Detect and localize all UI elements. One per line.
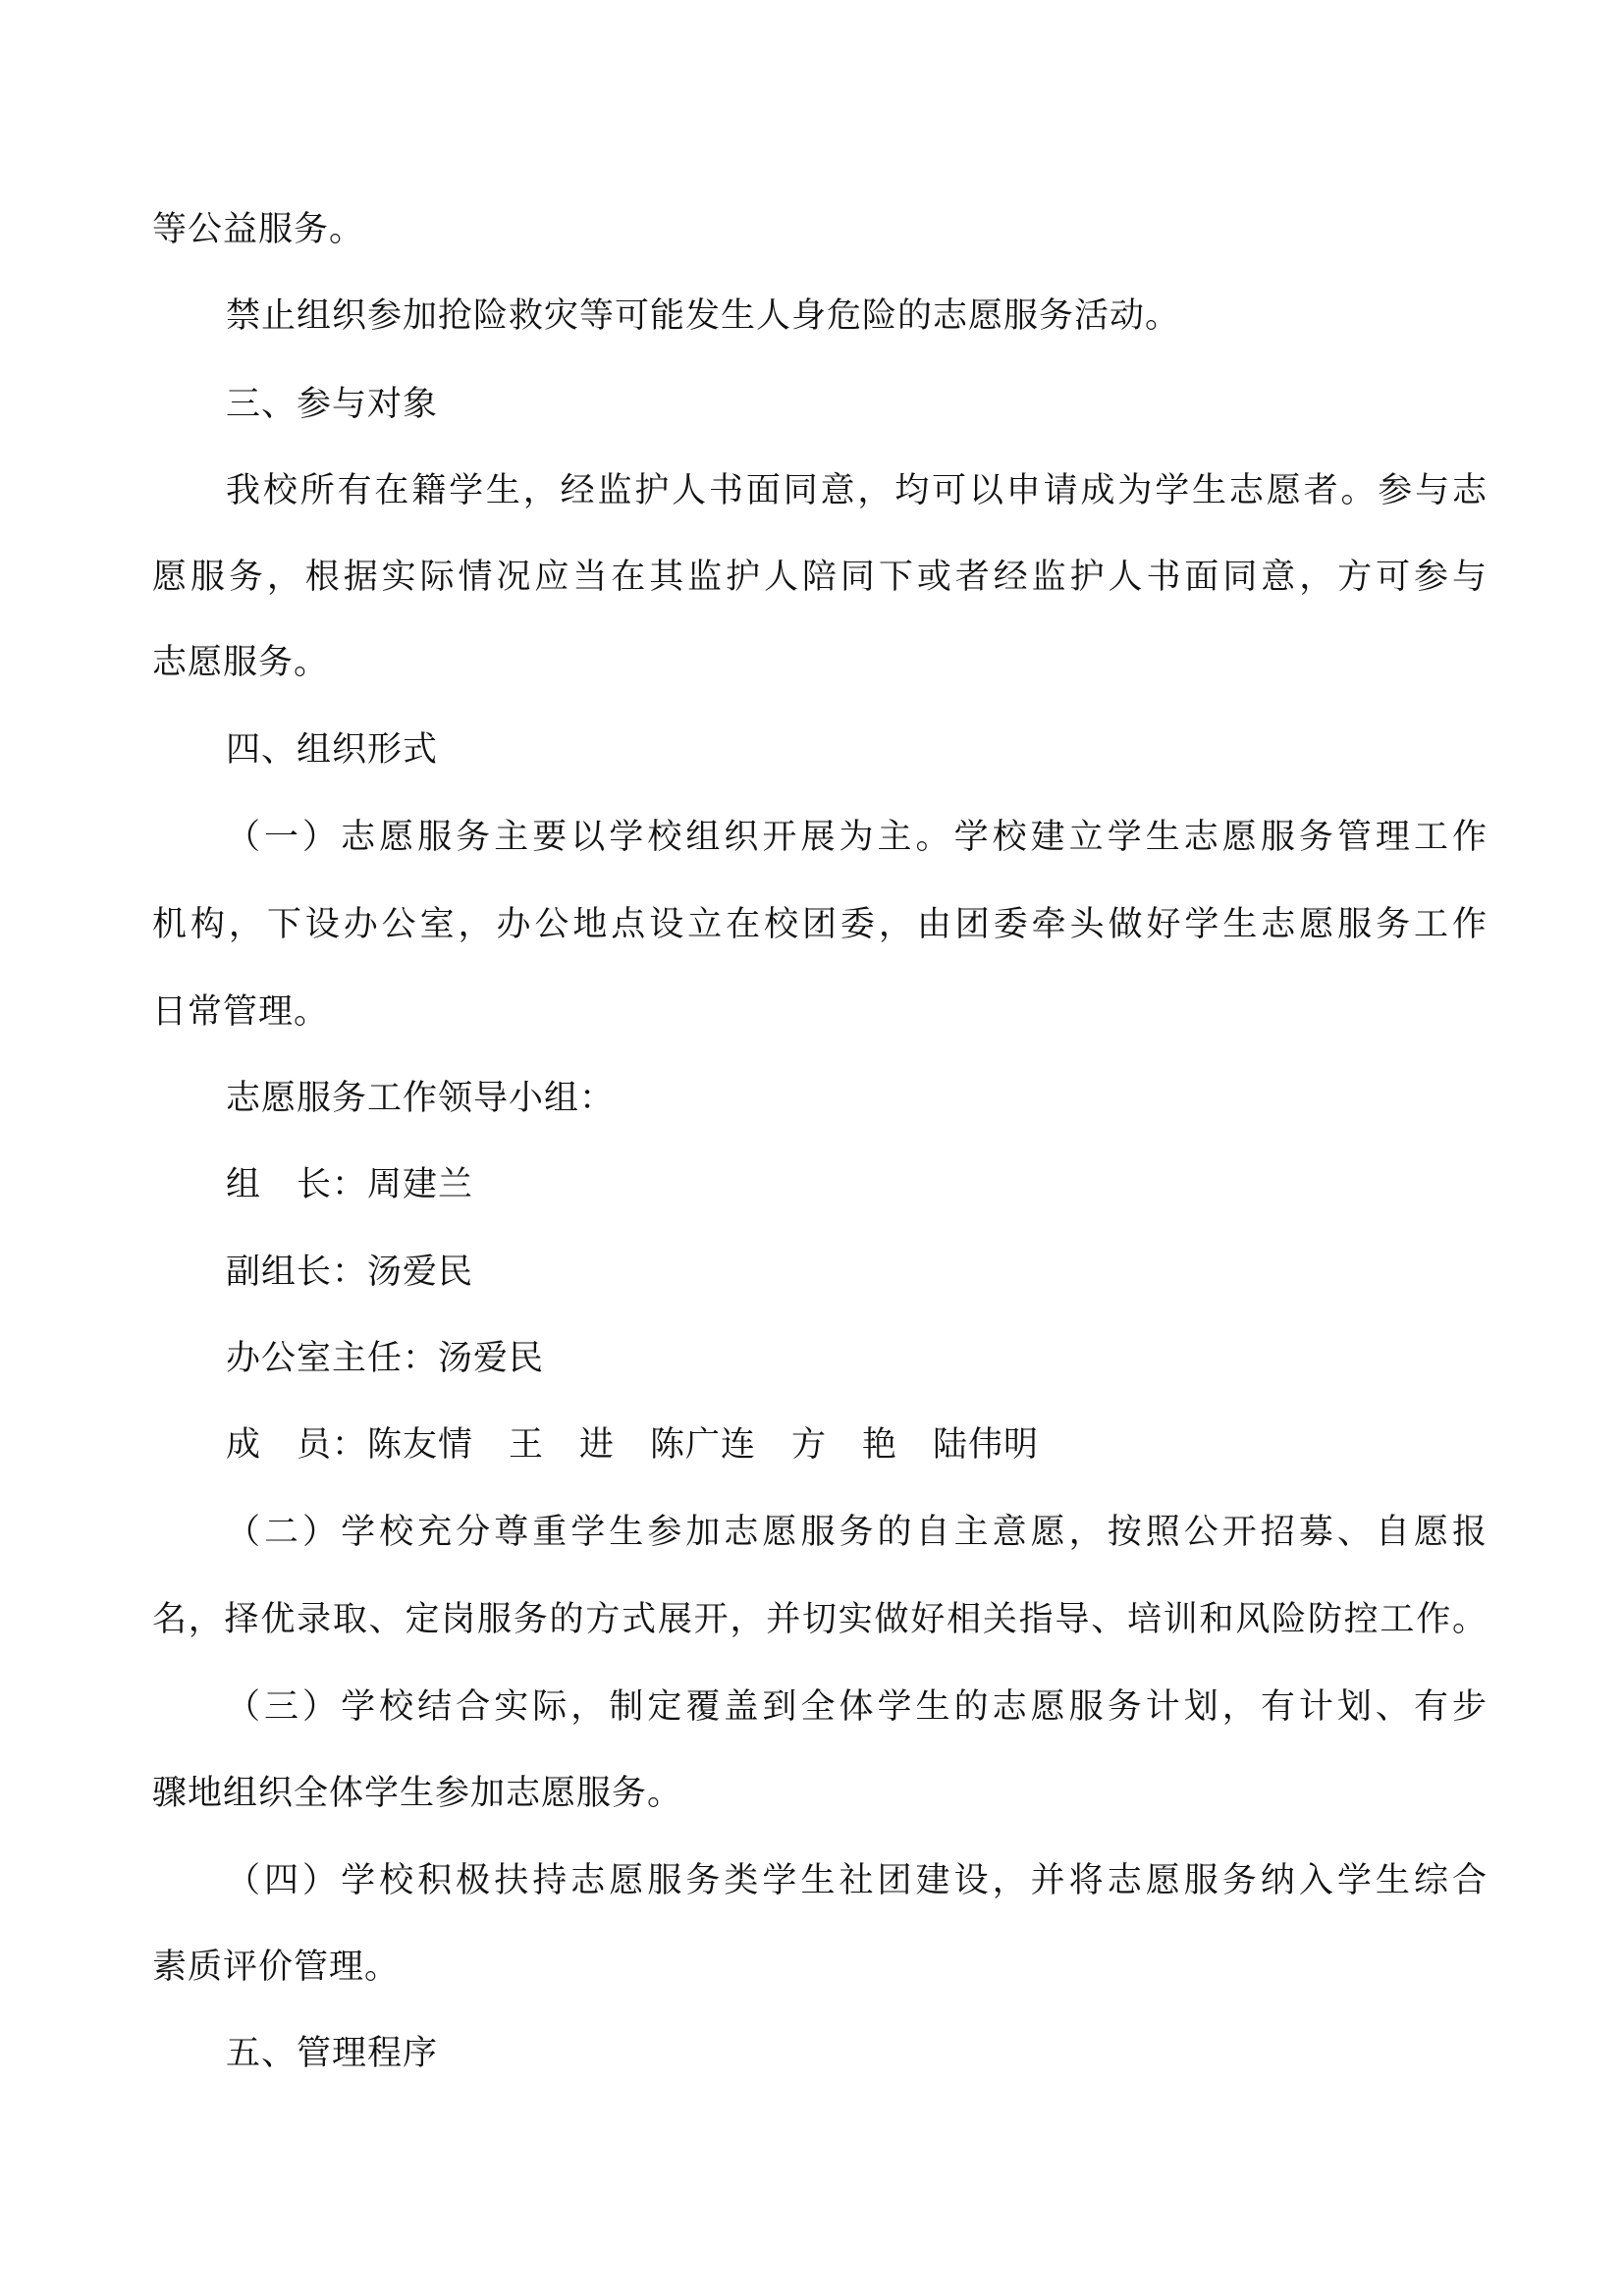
leader-line: 组 长：周建兰 [226,1165,474,1204]
section-heading: 三、参与对象 [226,385,439,424]
paragraph-line: （二）学校充分尊重学生参加志愿服务的自主意愿，按照公开招募、自愿报 [226,1513,1488,1552]
members-line: 成 员：陈友情 王 进 陈广连 方 艳 陆伟明 [226,1425,1040,1465]
paragraph-line: 愿服务，根据实际情况应当在其监护人陪同下或者经监护人书面同意，方可参与 [152,558,1488,597]
paragraph-line: 日常管理。 [152,992,330,1032]
paragraph-line: （四）学校积极扶持志愿服务类学生社团建设，并将志愿服务纳入学生综合 [226,1861,1488,1900]
paragraph-line: （一）志愿服务主要以学校组织开展为主。学校建立学生志愿服务管理工作 [226,818,1488,857]
paragraph-line: 禁止组织参加抢险救灾等可能发生人身危险的志愿服务活动。 [226,296,1181,336]
paragraph-line: 志愿服务。 [152,643,330,682]
deputy-leader-line: 副组长：汤爱民 [226,1253,474,1292]
section-heading: 五、管理程序 [226,2034,439,2073]
paragraph-line: 名，择优录取、定岗服务的方式展开，并切实做好相关指导、培训和风险防控工作。 [152,1600,1488,1639]
paragraph-line: 素质评价管理。 [152,1948,401,1987]
section-heading: 四、组织形式 [226,730,439,770]
office-director-line: 办公室主任：汤爱民 [226,1339,545,1378]
paragraph-line: 骤地组织全体学生参加志愿服务。 [152,1774,683,1813]
paragraph-line: 志愿服务工作领导小组： [226,1079,616,1118]
paragraph-line: 等公益服务。 [152,210,365,249]
paragraph-line: （三）学校结合实际，制定覆盖到全体学生的志愿服务计划，有计划、有步 [226,1687,1488,1727]
paragraph-line: 我校所有在籍学生，经监护人书面同意，均可以申请成为学生志愿者。参与志 [226,471,1488,510]
paragraph-line: 机构，下设办公室，办公地点设立在校团委，由团委牵头做好学生志愿服务工作 [152,905,1488,944]
